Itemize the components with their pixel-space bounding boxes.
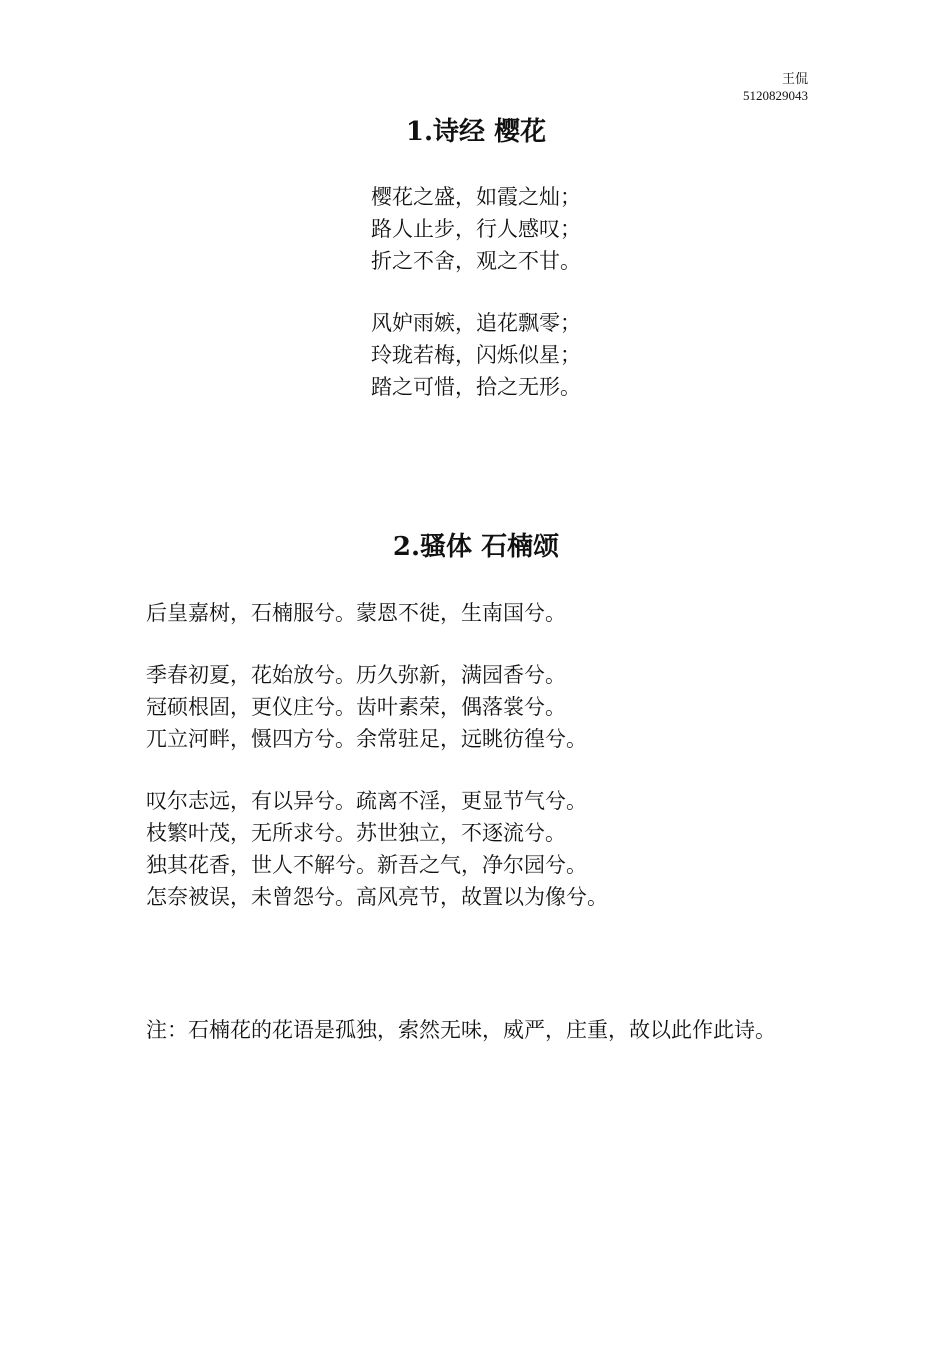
poem-line: 冠硕根固，更仪庄兮。齿叶素荣，偶落裳兮。 bbox=[146, 695, 566, 719]
author-header bbox=[743, 70, 808, 104]
poem2-title: 2.骚体 石楠颂 bbox=[392, 532, 560, 562]
student-id: 5120829043 bbox=[743, 88, 808, 103]
poem-line: 怎奈被误，未曾怨兮。高风亮节，故置以为像兮。 bbox=[146, 885, 608, 909]
poem1-stanza-1 bbox=[0, 181, 952, 277]
poem2-stanza-3 bbox=[146, 785, 608, 913]
poem-line: 独其花香，世人不解兮。新吾之气，净尔园兮。 bbox=[146, 853, 587, 877]
poem-line: 樱花之盛，如霞之灿； bbox=[371, 185, 581, 209]
poem-line: 折之不舍，观之不甘。 bbox=[371, 249, 581, 273]
poem2-body bbox=[146, 597, 608, 913]
poem2-stanza-2 bbox=[146, 659, 608, 755]
poem-line: 路人止步，行人感叹； bbox=[371, 217, 581, 241]
poem1-title: 1.诗经 樱花 bbox=[405, 117, 547, 147]
author-name: 王侃 bbox=[781, 71, 808, 86]
poem-line: 季春初夏，花始放兮。历久弥新，满园香兮。 bbox=[146, 663, 566, 687]
poem-line: 风妒雨嫉，追花飘零； bbox=[371, 311, 581, 335]
poem-line: 枝繁叶茂，无所求兮。苏世独立，不逐流兮。 bbox=[146, 821, 566, 845]
poem1-body bbox=[0, 181, 952, 403]
poem-line: 叹尔志远，有以异兮。疏离不淫，更显节气兮。 bbox=[146, 789, 587, 813]
footnote: 注：石楠花的花语是孤独，索然无味，威严，庄重，故以此作此诗。 bbox=[146, 1018, 776, 1042]
poem2-stanza-1 bbox=[146, 597, 608, 629]
poem-line: 踏之可惜，拾之无形。 bbox=[371, 375, 581, 399]
poem-line: 玲珑若梅，闪烁似星； bbox=[371, 343, 581, 367]
poem-line: 兀立河畔，慑四方兮。余常驻足，远眺彷徨兮。 bbox=[146, 727, 587, 751]
poem-line: 后皇嘉树，石楠服兮。蒙恩不徙，生南国兮。 bbox=[146, 601, 566, 625]
poem1-stanza-2 bbox=[0, 307, 952, 403]
